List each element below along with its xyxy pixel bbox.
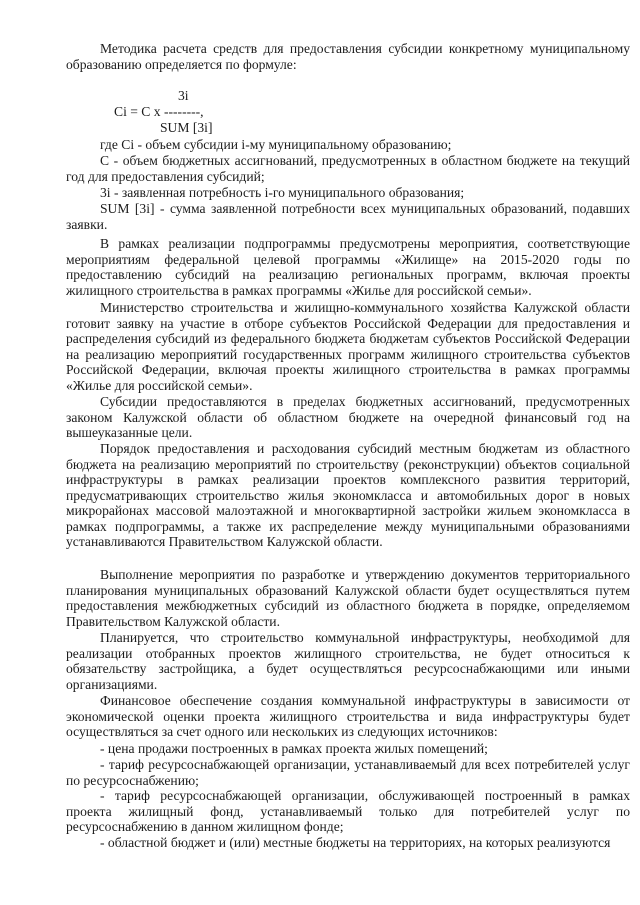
paragraph-subsidies: Субсидии предоставляются в пределах бюджетных ассигнований, предусмотренных законом Калужской области об областном бюджете на очередной финансовый год на вышеуказанные цели. [66,394,630,440]
paragraph-procedure: Порядок предоставления и расходования субсидий местным бюджетам из областного бюджета на реализацию мероприятий по строительству (реконструкции) объектов социальной инфраструктуры в рамках реализации проектов комплексного развития территорий, предусматривающих строительство жилья экономкласса и автомобильных дорог в новых микрорайонах массовой малоэтажной и многоквартирной застройки жильем экономкласса в рамках подпрограммы, а также их распределение между муниципальными образованиями устанавливаются Правительством Калужской области. [66,441,630,549]
definition-c: С - объем бюджетных ассигнований, предусмотренных в областном бюджете на текущий год для предоставления субсидий; [66,153,630,184]
paragraph-financing: Финансовое обеспечение создания коммунальной инфраструктуры в зависимости от экономической оценки проекта жилищного строительства и вида инфраструктуры будет осуществляться за счет одного или нескольких из следующих источников: [66,693,630,739]
intro-paragraph: Методика расчета средств для предоставления субсидии конкретному муниципальному образованию определяется по формуле: [66,41,630,72]
list-item-tariff-project: - тариф ресурсоснабжающей организации, обслуживающей построенный в рамках проекта жилищный фонд, устанавливаемый только для потребителей услуг по ресурсоснабжению в данном жилищном фонде; [66,788,630,834]
paragraph-planning: Выполнение мероприятия по разработке и утверждению документов территориального планирования муниципальных образований Калужской области будет осуществляться путем предоставления межбюджетных субсидий из областного бюджета в порядке, определяемом Правительством Калужской области. [66,567,630,629]
paragraph-infrastructure: Планируется, что строительство коммунальной инфраструктуры, необходимой для реализации отобранных проектов жилищного строительства, не будет относиться к обязательству застройщика, а будет осуществляться ресурсоснабжающими или иными организациями. [66,630,630,692]
definition-sum: SUM [3i] - сумма заявленной потребности всех муниципальных образований, подавших заявки. [66,201,630,232]
list-item-budget: - областной бюджет и (или) местные бюджеты на территориях, на которых реализуются [100,835,611,850]
definition-ci: где Ci - объем субсидии i-му муниципальному образованию; [100,137,452,152]
formula-numerator: 3i [178,88,189,103]
formula-denominator: SUM [3i] [160,120,213,135]
definition-3i: 3i - заявленная потребность i-го муниципального образования; [100,185,465,200]
paragraph-zhilische: В рамках реализации подпрограммы предусмотрены мероприятия, соответствующие мероприятиям федеральной целевой программы «Жилище» на 2015-2020 годы по предоставлению субсидий на реализацию региональных программ, включая проекты жилищного строительства в рамках программы «Жилье для российской семьи». [66,236,630,298]
paragraph-ministry: Министерство строительства и жилищно-коммунального хозяйства Калужской области готовит заявку на участие в отборе субъектов Российской Федерации для предоставления и распределения субсидий из федерального бюджета бюджетам субъектов Российской Федерации на реализацию мероприятий государственных программ жилищного строительства субъектов Российской Федерации, включая проекты жилищного строительства в рамках программы «Жилье для российской семьи». [66,300,630,393]
list-item-tariff-all: - тариф ресурсоснабжающей организации, устанавливаемый для всех потребителей услуг по ресурсоснабжению; [66,757,630,788]
formula-main: Ci = C x --------, [114,104,204,119]
list-item-price: - цена продажи построенных в рамках проекта жилых помещений; [100,741,488,756]
